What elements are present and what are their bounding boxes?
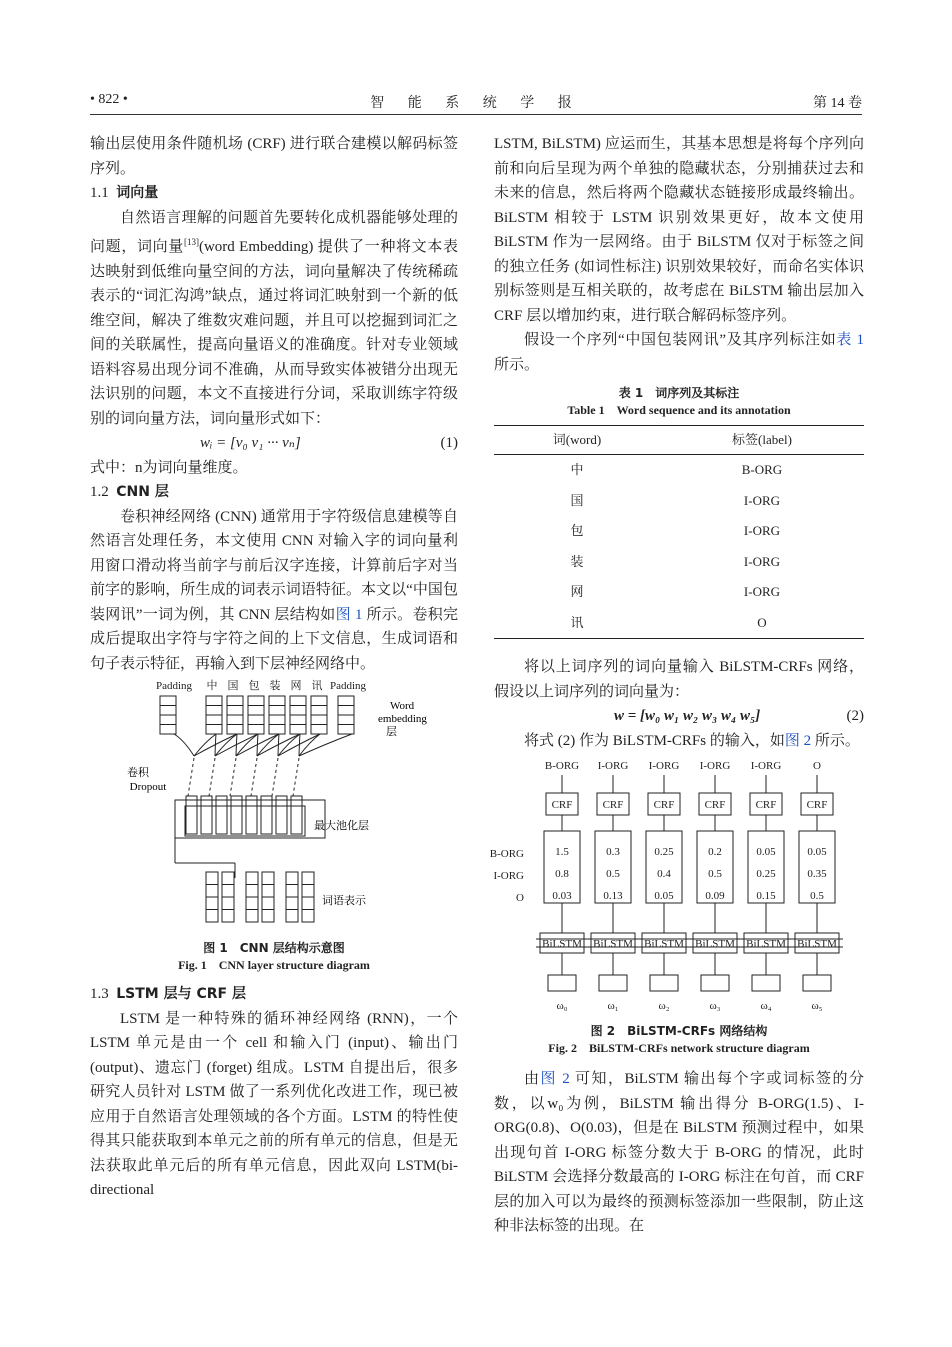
section-heading: 1.1 词向量 [90,185,159,201]
input-label: ω₁ [607,1000,619,1012]
score-value: 0.13 [603,890,623,902]
score-value: 0.05 [654,890,674,902]
score-value: 0.2 [708,846,722,858]
pooling-vector [186,796,197,834]
dropout-line [209,758,215,796]
table-1 [494,425,864,639]
paragraph: LSTM 是一种特殊的循环神经网络 (RNN)，一个 LSTM 单元是由一个 cell 和输入门 (input)、输出门 (output)、遗忘门 (forget) 组成。LSTM 自提出后，很多研究人员针对 LSTM 做了一系列优化改进工作，现已被应用于自然语言处理领域的各个方面。LSTM 的特性使得其只能获取到本单元之前的所有单元的信息，但是无法获取此单元后的所有单元信息，因此双向 LSTM(bi-directional [90,1010,458,1198]
output-tag: I-ORG [699,760,731,772]
svg-text:层: 层 [386,726,397,738]
equation-1: wᵢ = [v₀ v₁ ··· vₙ] (1) [200,435,458,451]
table-row: 中 B-ORG [570,462,783,477]
figure-link[interactable]: 图 1 [335,606,363,623]
figure-2-bilstm-crf-diagram [489,757,864,1023]
fig1-label: Padding [155,680,193,692]
input-label: ω₃ [709,1000,721,1012]
paragraph: LSTM, BiLSTM) 应运而生，其基本思想是将每个序列向前和向后呈现为两个单独的隐藏状态，分别捕获过去和未来的信息，然后将两个隐藏状态链接形成最终输出。BiLSTM 相较于 LSTM 识别效果更好，故本文使用 BiLSTM 作为一层网络。由于 BiLSTM 仅对于标签之间的独立任务 (如词性标注) 识别效果较好，而命名实体识别标签则是互相关联的，故考虑在 BiLSTM 输出层加入 CRF 层以增加约束，进行联合解码标签序列。 [494,136,864,324]
table-header: 标签(label) [660,426,864,455]
pooling-vector [216,796,227,834]
table-1-caption: 表 1 词序列及其标注 Table 1 Word sequence and its annotation [567,386,791,417]
input-label: ω₅ [811,1000,823,1012]
crf-label: CRF [806,799,828,811]
page-number: • 822 • [90,92,128,107]
fig1-label: 中 [206,680,218,692]
table-link[interactable]: 表 1 [836,332,864,348]
section-heading: 1.2 CNN 层 [90,484,169,500]
score-value: 0.5 [708,868,722,880]
left-column [90,132,458,1203]
score-value: 0.03 [552,890,572,902]
pooling-vector [231,796,242,834]
dropout-line [272,758,278,796]
fig1-label: 国 [227,680,239,692]
pooling-vector [246,796,257,834]
fig1-rep-label: 词语表示 [322,895,366,907]
input-label: ω₄ [760,1000,772,1012]
dropout-line [230,758,236,796]
score-value: 0.35 [807,868,827,880]
pooling-vector [291,796,302,834]
score-value: 0.05 [807,846,827,858]
paragraph: 卷积神经网络 (CNN) 通常用于字符级信息建模等自然语言处理任务，本文使用 CNN 对输入字的词向量利用窗口滑动将当前字与前后汉字连接，计算前后字对当前字的影响，所生成的词表示词语特征。本文以“中国包装网讯”一词为例，其 CNN 层结构如图 1 所示。卷积完成后提取出字符与字符之间的上下文信息，生成词语和句子表示特征，再输入到下层神经网络中。 [90,508,458,672]
fig1-word-label: Word [390,700,415,712]
pooling-vector [201,796,212,834]
table-row: 包 I-ORG [570,523,781,538]
paragraph: 由图 2 可知，BiLSTM 输出每个字或词标签的分数，以w₀为例，BiLSTM 输出得分 B-ORG(1.5)、I-ORG(0.8)、O(0.03)，但是在 BiLSTM 预测过程中，如果出现句首 I-ORG 标签分数大于 B-ORG 的情况，此时 BiLSTM 会选择分数最高的 I-ORG 标注在句首，而 CRF 层的加入可以为最终的预测标签添加一些限制，防止这种非法标签的出现。在 [494,1071,864,1234]
crf-label: CRF [704,799,726,811]
bilstm-label: BiLSTM [797,938,837,950]
conv-connection [174,734,194,756]
conv-connection [257,734,258,756]
bilstm-label: BiLSTM [644,938,684,950]
conv-connection [299,734,300,756]
input-box [701,975,729,991]
fig1-pool-label: 最大池化层 [314,820,369,832]
right-column [489,132,864,1239]
table-header: 词(word) [494,426,660,455]
score-value: 0.4 [657,868,671,880]
paragraph: 假设一个序列“中国包装网讯”及其序列标注如表 1 所示。 [494,332,864,373]
bilstm-label: BiLSTM [695,938,735,950]
conv-connection [236,734,237,756]
input-box [650,975,678,991]
bilstm-label: BiLSTM [542,938,582,950]
paragraph: 自然语言理解的问题首先要转化成机器能够处理的问题，词向量[13](word Embedding) 提供了一种将文本表达映射到低维向量空间的方法，词向量解决了传统稀疏表示的“词汇沟鸿”缺点，通过将词汇映射到一个新的低维空间，解决了维数灾难问题，并且可以挖掘到词汇之间的关联属性，提高向量语义的准确度。针对专业领域语料容易出现分词不准确，从而导致实体被错分出现无法识别的问题，本文不直接进行分词，采取训练字符级别的词向量方法，词向量形式如下： [90,209,458,427]
score-value: 0.5 [810,890,824,902]
table-row: 网 I-ORG [570,584,781,599]
crf-label: CRF [653,799,675,811]
fig1-label: Padding [329,680,367,692]
input-label: ω₀ [556,1000,568,1012]
crf-label: CRF [551,799,573,811]
input-box [599,975,627,991]
figure-1-cnn-diagram [90,678,458,940]
score-value: 0.09 [705,890,725,902]
bilstm-label: BiLSTM [746,938,786,950]
equation-2: w = [w₀ w₁ w₂ w₃ w₄ w₅] (2) [614,708,864,724]
input-label: ω₂ [658,1000,670,1012]
fig1-conv-label: 卷积 [127,767,149,779]
paragraph: 输出层使用条件随机场 (CRF) 进行联合建模以解码标签序列。 [90,136,458,177]
score-value: 0.8 [555,868,569,880]
dropout-line [293,758,299,796]
output-tag: I-ORG [597,760,629,772]
output-tag: B-ORG [544,760,580,772]
score-value: 0.25 [654,846,674,858]
fig1-label: 网 [290,680,302,692]
figure-2-caption: 图 2 BiLSTM-CRFs 网络结构 Fig. 2 BiLSTM-CRFs network structure diagram [548,1024,810,1055]
score-value: 0.15 [756,890,776,902]
score-value: 0.05 [756,846,776,858]
paragraph: 将以上词序列的词向量输入 BiLSTM-CRFs 网络，假设以上词序列的词向量为： [494,659,864,700]
dropout-line [251,758,257,796]
figure-link[interactable]: 图 2 [784,732,812,749]
input-box [803,975,831,991]
score-value: 0.3 [606,846,620,858]
score-row-label: O [516,892,524,904]
fig1-label: 讯 [311,680,323,692]
pooling-vector [261,796,272,834]
paragraph: 将式 (2) 作为 BiLSTM-CRFs 的输入，如图 2 所示。 [524,732,860,749]
conv-connection [278,734,279,756]
volume: 第 14 卷 [813,96,862,111]
score-value: 0.25 [756,868,776,880]
fig1-label: 装 [269,680,281,692]
running-header [90,92,862,115]
score-value: 1.5 [555,846,569,858]
output-tag: I-ORG [648,760,680,772]
table-row: 国 I-ORG [570,492,781,508]
fig1-label: 包 [248,680,260,692]
citation[interactable]: [13] [183,237,199,247]
figure-link[interactable]: 图 2 [540,1071,570,1087]
dropout-line [188,758,194,796]
figure-1-caption: 图 1 CNN 层结构示意图 Fig. 1 CNN layer structure diagram [178,941,370,972]
journal-name: 智 能 系 统 学 报 [370,96,582,111]
output-tag: I-ORG [750,760,782,772]
paragraph: 式中：n为词向量维度。 [90,459,248,476]
crf-label: CRF [602,799,624,811]
pooling-vector [276,796,287,834]
table-row: 装 I-ORG [570,553,781,569]
score-row-label: I-ORG [493,870,524,882]
input-box [752,975,780,991]
bilstm-label: BiLSTM [593,938,633,950]
input-box [548,975,576,991]
table-row: 讯 O [494,608,864,639]
output-tag: O [813,760,821,772]
crf-label: CRF [755,799,777,811]
section-heading: 1.3 LSTM 层与 CRF 层 [90,986,246,1002]
conv-connection [215,734,216,756]
svg-text:embedding: embedding [378,713,427,725]
fig1-dropout-label: Dropout [129,781,167,793]
score-row-label: B-ORG [489,848,524,860]
score-value: 0.5 [606,868,620,880]
